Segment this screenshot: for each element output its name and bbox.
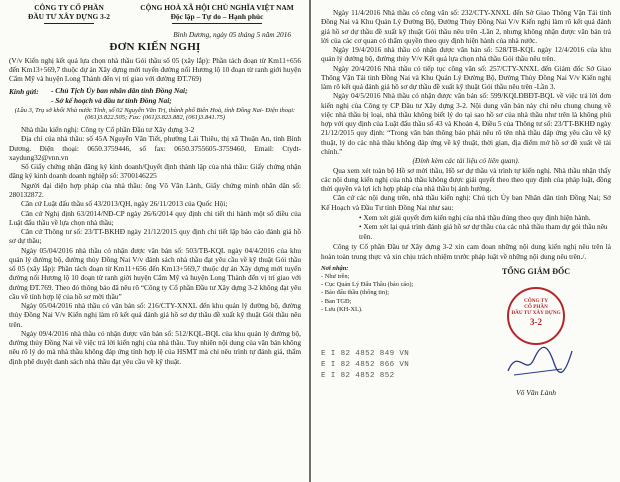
list-item: • Xem xét lại quá trình đánh giá hồ sơ dự thầu của các nhà thầu tham dự gói thầu nêu trên.: [359, 222, 611, 241]
page-2: [311, 0, 620, 482]
paragraph: Nhà thầu kiến nghị: Công ty Cổ phần Đầu tư Xây dựng 3-2: [21, 125, 195, 135]
paragraph: Căn cứ Luật đấu thầu số 43/2013/QH, ngày 26/11/2013 của Quốc Hội;: [21, 199, 228, 209]
recipient: - Sở kế hoạch và đầu tư tỉnh Đồng Nai;: [51, 95, 172, 105]
paragraph: Địa chỉ của nhà thầu: số 45A Nguyễn Văn Tiết, phường Lái Thiêu, thị xã Thuận An, tỉnh Bình Dương. Điện thoại: 0650.3759446, số fax: 0650.3755605-3759460, Email: Ctydt-xaydung32@vnn.vn: [9, 134, 301, 162]
paragraph: Người đại diện hợp pháp của nhà thầu: ông Võ Văn Lành, Giấy chứng minh nhân dân số: 280132872.: [9, 180, 301, 199]
paragraph: Ngày 04/5/2016 Nhà thầu có nhận được văn bản số: 599/KQLĐBĐT-BQL về việc trả lời đơn kiến nghị của Công ty CP Đầu tư Xây dựng 3-2. Nội dung văn bản này chỉ nêu chung chung về việc nhà thầu bị loại, nhà thầu không biết lý do tại sao hồ sơ của nhà thầu như trên là không phù hợp với quy định của Luật đấu thầu số 43 và Khoản 4, Điều 5 của Thông tư số: 23/TT-BKHĐ ngày 21/12/2015 quy định: “Trong văn bản thông báo phải nêu rõ tên nhà thầu đáp ứng yêu cầu về kỹ thuật, lý do các nhà thầu không đáp ứng về kỹ thuật, thời gian, địa điểm mở hồ sơ đề xuất về tài chính.”: [321, 91, 611, 156]
paragraph: Ngày 20/4/2016 Nhà thầu có tiếp tục công văn số: 257/CTY-XNXL đến Giám đốc Sở Giao Thông Vận Tải tỉnh Đồng Nai và Khu Quản Lý Đường Bộ, Đường Thủy Đồng Nai V/v Kiến nghị làm rõ kết quả đánh giá hồ sơ dự thầu đề xuất kỹ thuật Gói thầu nêu trên -Lần 3.: [321, 63, 611, 92]
paragraph: Ngày 05/04/2016 nhà thầu có văn bản số: 216/CTY-XNXL đến khu quản lý đường bộ, đường thủy Đồng Nai V/v Kiến nghị làm rõ kết quả đánh giá hồ sơ dự thầu đề xuất kỹ thuật Gói thầu nêu trên.: [9, 301, 301, 329]
document-title: ĐƠN KIẾN NGHỊ: [109, 40, 201, 53]
document-header: [9, 4, 301, 24]
document-date: Bình Dương, ngày 05 tháng 5 năm 2016: [173, 29, 291, 39]
paragraph: Ngày 19/4/2016 nhà thầu có nhận được văn bản số: 528/TB-KQL ngày 12/4/2016 của khu quản lý đường bộ, đường thủy V/v Kết quả lựa chọn nhà thầu Gói thầu nêu trên.: [321, 45, 611, 64]
company-seal: CÔNG TY CỔ PHẦN ĐẦU TƯ XÂY DỰNG 3-2: [507, 287, 565, 345]
recipient-address: (Lầu 3, Trụ sở khối Nhà nước Tỉnh, số 02 Nguyễn Văn Trị, thành phố Biên Hoà, tỉnh Đồng Nai- Điện thoại: (061)3.822.505; Fax: (061)3.823.882, (061)3.841.75): [14, 106, 296, 122]
recipient-block: Kính gửi: - Chủ Tịch Ủy ban nhân dân tỉnh Đồng Nai; - Sở kế hoạch và đầu tư tỉnh Đồng Nai;: [9, 86, 301, 106]
document-subject: (V/v Kiến nghị kết quả lựa chọn nhà thầu Gói thầu số 05 (xây lắp): Phần tách đoạn từ Km11+656 đến Km13+569,7 thuộc dự án Xây dựng mới tuyến đường nối Hương lộ 10 đoạn từ ranh giới huyện Cẩm Mỹ và huyện Long Thành đến vị trí giao với đường ĐT.769): [9, 55, 301, 84]
signature-block: [321, 265, 611, 405]
director-title: TỔNG GIÁM ĐỐC: [502, 266, 570, 276]
closing-paragraph: Công ty Cổ phần Đầu tư Xây dựng 3-2 xin cam đoan những nội dung kiến nghị nêu trên là hoàn toàn trung thực và xin chịu trách nhiệm trước pháp luật về những nội dung nêu trên./.: [321, 242, 611, 261]
company-header: CÔNG TY CỔ PHẦN ĐẦU TƯ XÂY DỰNG 3-2: [9, 4, 129, 24]
national-motto: CỘNG HOÀ XÃ HỘI CHỦ NGHĨA VIỆT NAM Độc lập – Tự do – Hạnh phúc: [133, 4, 301, 24]
paragraph: Ngày 11/4/2016 Nhà thầu có công văn số: 232/CTY-XNXL đến Sở Giao Thông Vận Tải tỉnh Đồng Nai và Khu Quản Lý Đường Bộ, Đường Thủy Đồng Nai V/v Kiến nghị làm rõ kết quả đánh giá hồ sơ dự thầu đề xuất kỹ thuật Gói thầu nêu trên -Lần 2, nhưng không nhận được văn bản trả lời của các cơ quan có thẩm quyền theo quy định hiện hành của nhà nước.: [321, 8, 611, 45]
list-item: • Xem xét giải quyết đơn kiến nghị của nhà thầu đúng theo quy định hiện hành.: [359, 213, 611, 222]
paragraph: Căn cứ Nghị định 63/2014/NĐ-CP ngày 26/6/2014 quy định chi tiết thi hành một số điều của Luật đấu thầu về lựa chọn nhà thầu;: [9, 208, 301, 227]
tracking-codes: E I 82 4852 849 VN E I 82 4852 866 VN E I 82 4852 852: [321, 349, 410, 380]
page-1: [0, 0, 309, 482]
request-list: [359, 213, 611, 241]
recipient: - Chủ Tịch Ủy ban nhân dân tỉnh Đồng Nai;: [51, 85, 188, 95]
paragraph: Qua xem xét toàn bộ Hồ sơ mời thầu, Hồ sơ dự thầu và trình tự kiến nghị. Nhà thầu nhận thấy các nội dung kiến nghị của nhà thầu không được giải quyết theo theo quy định của pháp luật, đồng thời quyền và lợi ích hợp pháp của nhà thầu bị ảnh hưởng.: [321, 165, 611, 194]
paragraph: Căn cứ Thông tư số: 23/TT-BKHĐ ngày 21/12/2015 quy định chi tiết lập báo cáo đánh giá hồ sơ dự thầu;: [9, 227, 301, 246]
handwritten-signature: [504, 341, 574, 381]
paragraph: Ngày 05/04/2016 nhà thầu có nhận được văn bản số: 503/TB-KQL ngày 04/4/2016 của khu quản lý đường bộ, đường thủy Đồng Nai V/v đánh sách nhà thầu đạt yêu cầu về kỹ thuật Gói thầu số 05 (xây lắp): Phần tách đoạn từ Km11+656 đến Km13+569,7 thuộc dự án Xây dựng mới tuyến đường nối Hương lộ 10 đoạn từ ranh giới huyện Cẩm Mỹ và huyện Long Thành đến vị trí giao với đường ĐT.769. Theo đó thông báo đã nêu rõ “Công ty Cổ phần Đầu tư Xây dựng 3-2 không đạt yêu cầu về tính hợp lệ của hồ sơ mời thầu”: [9, 245, 301, 301]
receivers-list: Nơi nhận: - Như trên; - Cục Quản Lý Đấu Thầu (báo cáo); - Báo đấu thầu (thông tin); - Ban TGĐ; - Lưu (KH-XL).: [321, 264, 414, 313]
paragraph: Số Giấy chứng nhận đăng ký kinh doanh/Quyết định thành lập của nhà thầu: Giấy chứng nhận đăng ký kinh doanh doanh nghiệp số: 3700146225: [9, 162, 301, 181]
signer-name: Võ Văn Lành: [515, 387, 557, 397]
paragraph: Căn cứ các nội dung trên, nhà thầu kiến nghị: Chủ tịch Ủy ban Nhân dân tỉnh Đồng Nai; Sở Kế Hoạch và Đầu Tư tỉnh Đồng Nai như sau:: [321, 193, 611, 212]
paragraph: Ngày 09/4/2016 nhà thầu có nhận được văn bản số: 512/KQL-BQL của khu quản lý đường bộ, đường thủy Đồng Nai về việc trả lời kiến nghị của nhà thầu. Tuy nhiên nội dung của văn bản không nêu rõ lý do mà nhà thầu không đáp ứng tính hợp lệ của HSMT mà chỉ nêu trình tự đánh giá, thẩm định phê duyệt danh sách nhà thầu đạt yêu cầu về kỹ thuật.: [9, 328, 301, 366]
attachment-note: (Đính kèm các tài liệu có liên quan).: [412, 156, 520, 166]
